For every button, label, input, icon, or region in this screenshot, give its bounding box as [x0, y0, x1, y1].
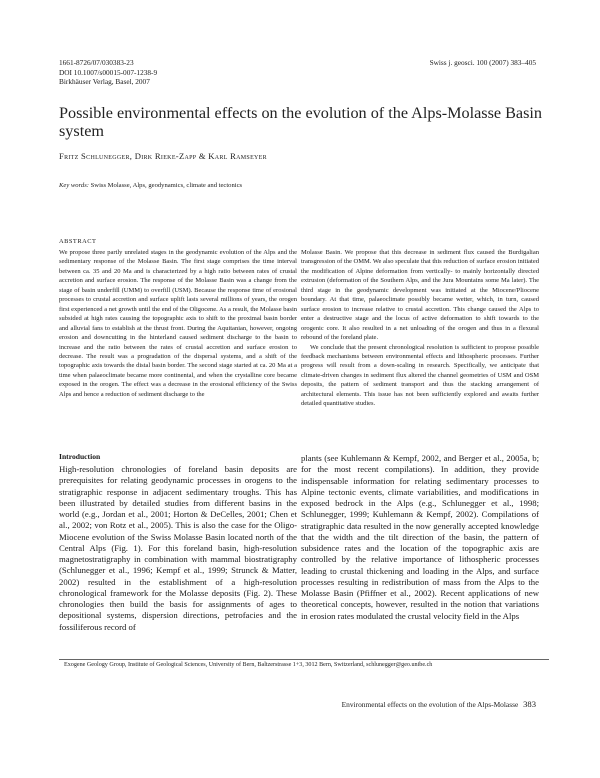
keywords-text: Swiss Molasse, Alps, geodynamics, climate and tectonics	[90, 182, 243, 189]
issn: 1661-8726/07/030383-23	[59, 58, 134, 67]
page-footer	[342, 699, 536, 709]
publisher: Birkhäuser Verlag, Basel, 2007	[59, 77, 150, 87]
article-authors: Fritz Schlunegger, Dirk Rieke-Zapp & Karl Ramseyer	[59, 151, 267, 161]
abstract-right-column	[301, 248, 539, 409]
page-number: 383	[523, 699, 536, 709]
introduction-left-column	[59, 464, 297, 633]
abstract-left-column	[59, 248, 297, 399]
keywords-label: Key words:	[59, 182, 89, 189]
journal-citation: Swiss j. geosci. 100 (2007) 383–405	[429, 58, 536, 67]
introduction-right-column	[301, 453, 539, 622]
abstract-paragraph: We propose three partly unrelated stages in the geodynamic evolution of the Alps and the sedimentary response of the Molasse Basin. The first stage comprises the time interval between ca. 35 and 20 Ma and is characterized by a high ratio between rates of crustal accretion and surface erosion. The response of the Molasse Basin was a change from the stage of basin underfill (UMM) to overfill (USM). Because the response time of erosional processes to crustal accretion and surface uplift lasts several millions of years, the orogen first experienced a net growth until the end of the Oligocene. As a result, the Molasse basin subsided at high rates causing the topographic axis to shift to the proximal basin border and alluvial fans to establish at the thrust front. During the Aquitanian, however, ongoing erosion and downcutting in the hinterland caused sediment discharge to the basin to increase and the ratio between the rates of crustal accretion and surface erosion to decrease. The result was a progradation of the dispersal systems, and a shift of the topographic axis towards the distal basin border. The second stage started at ca. 20 Ma at a time when palaeoclimate became more continental, and when the crystalline core became exposed in the orogen. The effect was a decrease in the erosional efficiency of the Swiss Alps and hence a reduction of sediment discharge to the	[59, 249, 297, 398]
abstract-paragraph: Molasse Basin. We propose that this decrease in sediment flux caused the Burdigalian transgression of the OMM. We also speculate that this reduction of surface erosion initiated the modification of Alpine deformation from vertically- to mainly horizontally directed extrusion (deformation of the Southern Alps, and the Jura Mountains some Ma later). The third stage in the geodynamic development was initiated at the Miocene/Pliocene boundary. At that time, palaeoclimate possibly became wetter, which, in turn, caused surface erosion to increase relative to crustal accretion. This change caused the Alps to enter a destructive stage and the locus of active deformation to shift towards to the orogenic core. It also resulted in a net unloading of the orogen and thus in a flexural rebound of the foreland plate.	[301, 249, 539, 342]
doi: DOI 10.1007/s00015-007-1238-9	[59, 67, 158, 77]
section-heading-introduction: Introduction	[59, 452, 101, 461]
article-title: Possible environmental effects on the evolution of the Alps-Molasse Basin system	[59, 104, 542, 140]
author-affiliation-footnote: Exogene Geology Group, Institute of Geological Sciences, University of Bern, Baltzerstrasse 1+3, 3012 Bern, Switzerland, schlunegger@geo.unibe.ch	[64, 662, 433, 668]
abstract-paragraph: We conclude that the present chronological resolution is sufficient to propose possible feedback mechanisms between environmental effects and lithospheric processes. Further progress will result from a down-scaling in research. Specifically, we anticipate that climate-driven changes in sediment flux altered the channel geometries of USM and OSM deposits, the pattern of sediment transport and thus the stacking arrangement of architectural elements. This issue has not been sufficiently explored and awaits further detailed quantitative studies.	[301, 343, 539, 408]
body-paragraph: High-resolution chronologies of foreland basin deposits are prerequisites for relating geodynamic processes in orogens to the stratigraphic response in adjacent sedimentary troughs. This has been illustrated by detailed studies from different basins in the world (e.g., Jordan et al., 2001; Horton & DeCelles, 2001; Chen et al., 2002; von Rotz et al., 2005). This is also the case for the Oligo-Miocene evolution of the Swiss Molasse Basin located north of the Central Alps (Fig. 1). For this foreland basin, high-resolution magnetostratigraphy in combination with mammal biostratigraphy (Schlunegger et al., 1996; Kempf et al., 1999; Strunck & Matter, 2002) resulted in the establishment of a high-resolution chronological framework for the Molasse deposits (Fig. 2). These chronologies then build the basis for assignments of ages to depositional systems, dispersion directions, petrofacies and the fossiliferous record of	[59, 464, 297, 632]
body-paragraph: plants (see Kuhlemann & Kempf, 2002, and Berger et al., 2005a, b; for the most recent compilations). In addition, they provide indispensable information for relating sedimentary processes to Alpine tectonic events, climate variabilities, and modifications in exposed bedrock in the Alps (e.g., Schlunegger et al., 1998; Schlunegger, 1999; Kuhlemann & Kempf, 2002). Compilations of stratigraphic data resulted in the now generally accepted knowledge that the width and the tilt direction of the basin, the pattern of subsidence rates and the location of the topographic axis are controlled by the relative importance of lithospheric processes leading to crustal thickening and loading in the Alps, and surface processes resulting in redistribution of mass from the Alps to the Molasse Basin (Pfiffner et al., 2002). Recent applications of new theoretical concepts, however, resulted in the notion that variations in erosion rates modulated the crustal velocity field in the Alps	[301, 453, 539, 621]
running-title: Environmental effects on the evolution of the Alps-Molasse	[341, 700, 519, 709]
abstract-heading: ABSTRACT	[59, 238, 97, 245]
footnote-divider	[59, 659, 549, 660]
keywords	[59, 182, 549, 189]
article-identifiers	[59, 58, 279, 87]
